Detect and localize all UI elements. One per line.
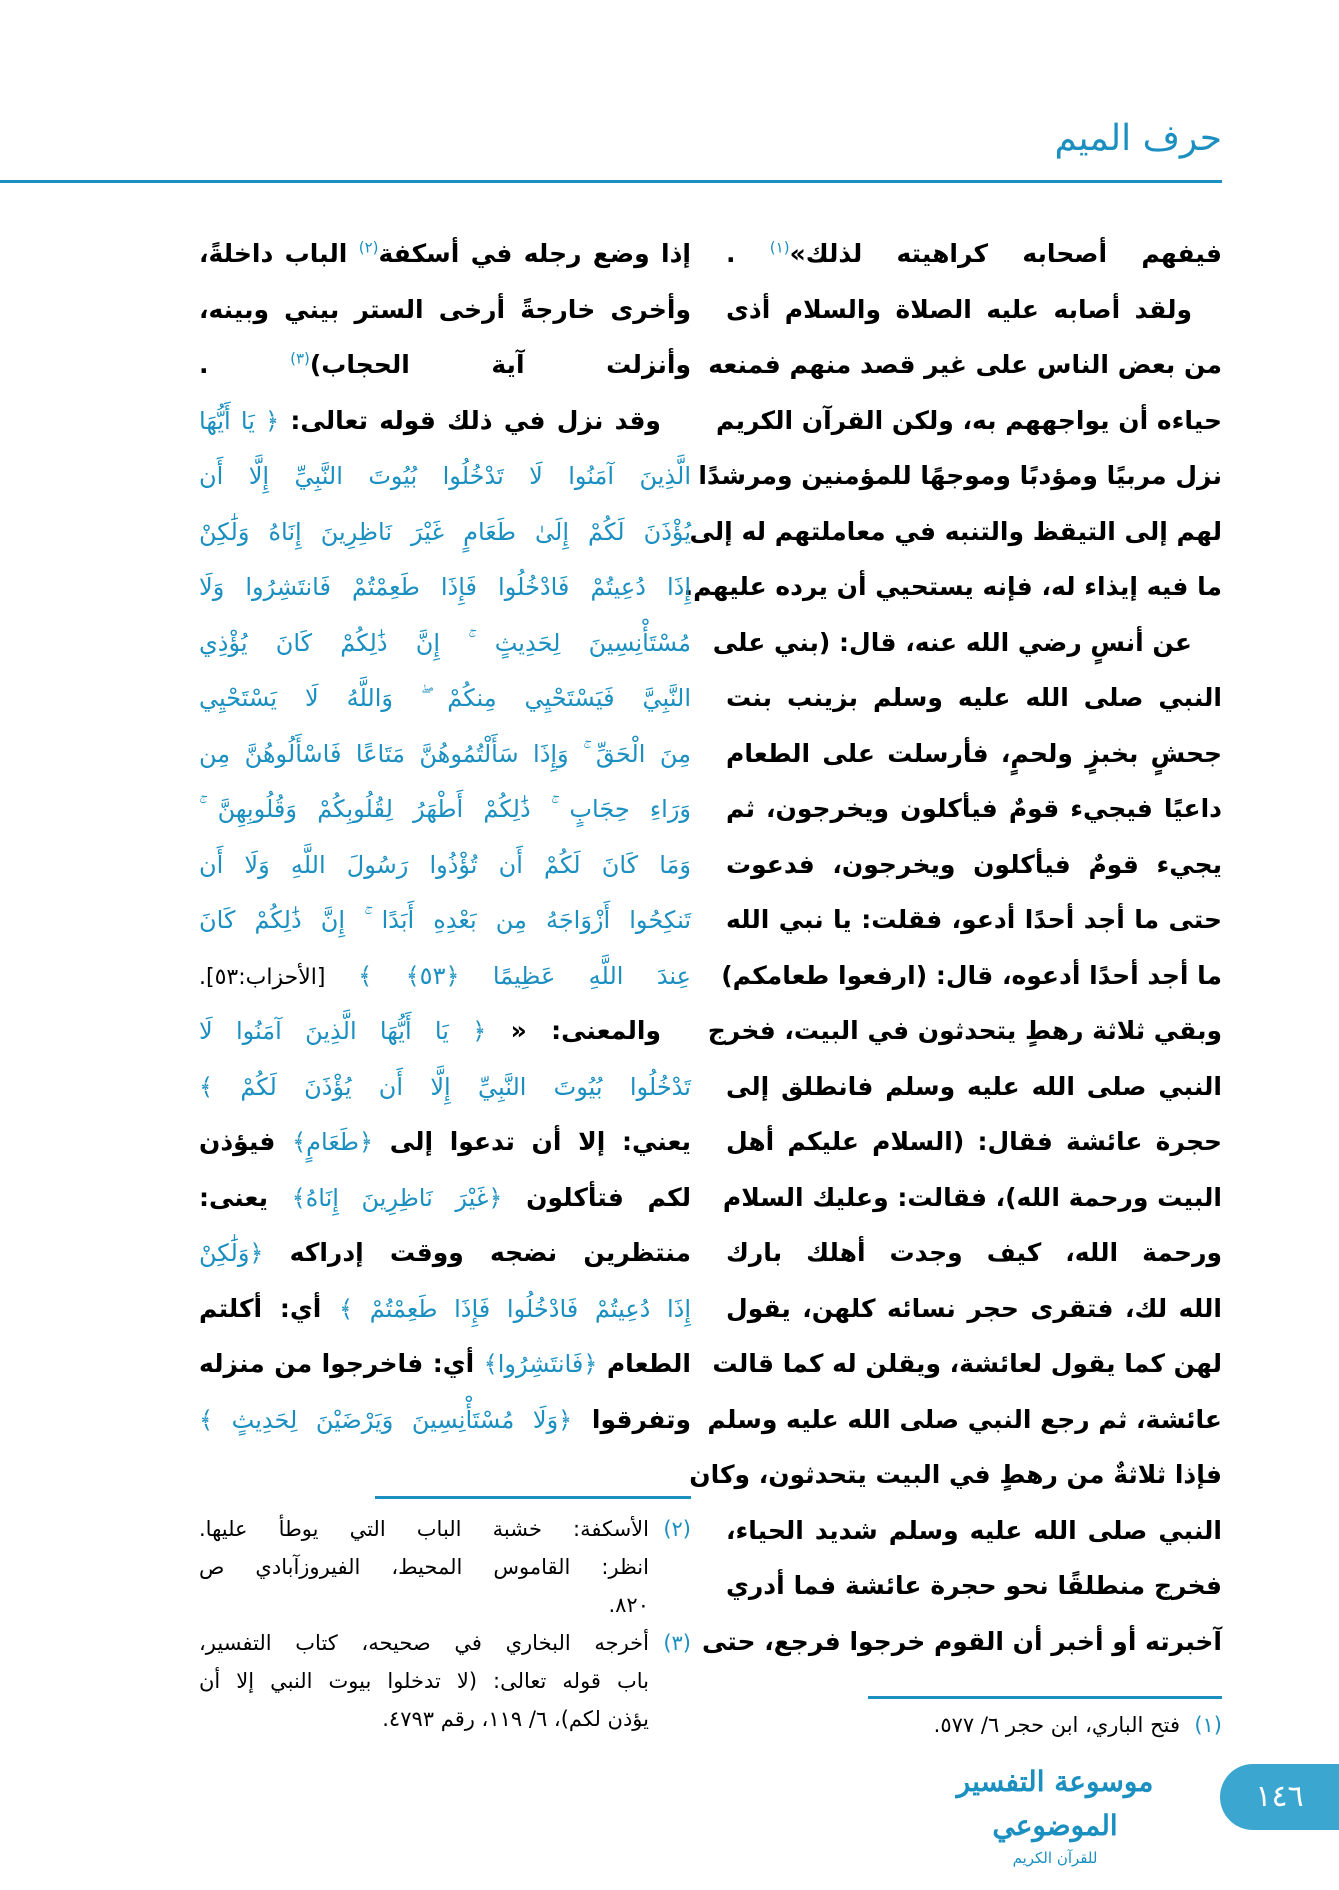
text-line	[199, 226, 691, 282]
text-line	[199, 1225, 691, 1281]
body-text: إذا وضع رجله في أسكفة	[378, 239, 692, 268]
text-line	[726, 1281, 1222, 1337]
text-line	[712, 615, 1222, 671]
body-text: حجرة عائشة فقال: (السلام عليكم أهل	[726, 1127, 1222, 1156]
body-text: الله لك، فتقرى حجر نسائه كلهن، يقول	[726, 1293, 1222, 1323]
quran-verse-text: إِذَا دُعِيتُمْ فَادْخُلُوا فَإِذَا طَعِمْتُمْ ﴾	[339, 1294, 691, 1323]
text-line	[726, 837, 1222, 893]
header-divider	[0, 180, 1222, 183]
text-line	[726, 781, 1222, 837]
footnote-line	[199, 1700, 691, 1738]
quran-verse-text: تَنكِحُوا أَزْوَاجَهُ مِن بَعْدِهِ أَبَدًا ۚ إِنَّ ذَٰلِكُمْ كَانَ	[199, 906, 691, 934]
text-line	[199, 1003, 691, 1059]
body-text: ورحمة الله، كيف وجدت أهلك بارك	[726, 1238, 1222, 1267]
quran-verse-text: وَمَا كَانَ لَكُمْ أَن تُؤْذُوا رَسُولَ اللَّهِ وَلَا أَن	[199, 850, 691, 879]
footnote-line	[199, 1510, 691, 1548]
footnote	[199, 1510, 691, 1624]
body-text: أي: أكلتم	[199, 1293, 340, 1323]
body-text: ولقد أصابه عليه الصلاة والسلام أذى	[726, 294, 1192, 324]
quran-verse-text: الَّذِينَ آمَنُوا لَا تَدْخُلُوا بُيُوتَ النَّبِيِّ إِلَّا أَن	[199, 462, 691, 490]
body-text: حتى ما أجد أحدًا أدعو، فقلت: يا نبي الله	[726, 905, 1222, 934]
text-line	[199, 1170, 691, 1226]
quran-verse-text: ﴿ يَا أَيُّهَا	[199, 406, 280, 435]
footnote-text: الأسكفة: خشبة الباب التي يوطأ عليها.	[199, 1517, 649, 1541]
quran-verse-text: تَدْخُلُوا بُيُوتَ النَّبِيِّ إِلَّا أَن يُؤْذَنَ لَكُمْ ﴾	[199, 1072, 691, 1101]
text-line	[689, 504, 1222, 560]
text-line	[199, 726, 691, 782]
text-line	[702, 1614, 1222, 1670]
footnotes-left	[199, 1510, 691, 1738]
body-text: من بعض الناس على غير قصد منهم فمنعه	[708, 350, 1222, 379]
quran-verse-text: النَّبِيَّ فَيَسْتَحْيِي مِنكُمْ ۖ وَاللَّهُ لَا يَسْتَحْيِي	[199, 684, 691, 712]
text-line	[199, 282, 691, 338]
quran-verse-text: مُسْتَأْنِسِينَ لِحَدِيثٍ ۚ إِنَّ ذَٰلِكُمْ كَانَ يُؤْذِي	[199, 628, 691, 657]
body-text: وقد نزل في ذلك قوله تعالى:	[279, 405, 661, 435]
text-line	[199, 1336, 691, 1392]
text-line	[726, 282, 1222, 338]
footnote-text: انظر: القاموس المحيط، الفيروزآبادي ص	[199, 1555, 649, 1579]
left-column	[199, 226, 691, 1447]
body-text: وبقي ثلاثة رهطٍ يتحدثون في البيت، فخرج	[707, 1016, 1222, 1045]
text-line	[199, 1392, 691, 1448]
text-line	[199, 781, 691, 837]
body-text: النبي صلى الله عليه وسلم شديد الحياء،	[726, 1515, 1222, 1545]
footnote-text: أخرجه البخاري في صحيحه، كتاب التفسير،	[199, 1631, 649, 1655]
text-line	[199, 837, 691, 893]
footnote-divider-right	[868, 1696, 1222, 1699]
text-line	[199, 1114, 691, 1170]
body-text: فيؤذن	[199, 1127, 293, 1156]
text-line	[726, 892, 1222, 948]
text-line	[199, 448, 691, 504]
text-line	[199, 948, 691, 1004]
footnote-number: (٢)	[663, 1517, 691, 1541]
text-line	[698, 448, 1222, 504]
text-line	[726, 670, 1222, 726]
text-line	[707, 1392, 1222, 1448]
footnote	[199, 1624, 691, 1738]
text-line	[199, 337, 691, 393]
body-text: عن أنسٍ رضي الله عنه، قال: (بني على	[712, 627, 1192, 657]
body-text: .	[199, 350, 291, 379]
text-line	[712, 1336, 1222, 1392]
page-number: ١٤٦	[1220, 1764, 1339, 1830]
quran-verse-text: ﴿طَعَامٍ﴾	[292, 1128, 374, 1156]
text-line	[199, 393, 691, 449]
right-column	[683, 226, 1223, 1669]
text-line	[722, 1170, 1222, 1226]
encyclopedia-logo	[930, 1760, 1180, 1868]
body-text: الطعام	[597, 1349, 691, 1378]
body-text: داعيًا فيجيء قومٌ فيأكلون ويخرجون، ثم	[726, 794, 1222, 823]
body-text: يعنى:	[199, 1182, 292, 1212]
footnote-marker: (١)	[769, 238, 790, 257]
footnote-number: (٣)	[663, 1631, 691, 1655]
text-line	[708, 337, 1222, 393]
text-line	[199, 892, 691, 948]
body-text: آخبرته أو أخبر أن القوم خرجوا فرجع، حتى	[702, 1626, 1222, 1656]
footnote-text: فتح الباري، ابن حجر ٦/ ٥٧٧.	[933, 1713, 1180, 1737]
text-line	[716, 393, 1222, 449]
footnote-number: (١)	[1194, 1713, 1222, 1737]
body-text: فخرج منطلقًا نحو حجرة عائشة فما أدري	[726, 1571, 1222, 1600]
text-line	[726, 726, 1222, 782]
quran-verse-text: يُؤْذَنَ لَكُمْ إِلَىٰ طَعَامٍ غَيْرَ نَاظِرِينَ إِنَاهُ وَلَٰكِنْ	[199, 517, 691, 546]
chapter-title: حرف الميم	[1054, 118, 1222, 159]
body-text: .	[726, 239, 770, 268]
quran-verse-text: ﴿ يَا أَيُّهَا الَّذِينَ آمَنُوا لَا	[199, 1017, 487, 1045]
body-text: الباب داخلةً،	[199, 239, 359, 268]
footnote-line	[199, 1662, 691, 1700]
quran-verse-text: وَرَاءِ حِجَابٍ ۚ ذَٰلِكُمْ أَطْهَرُ لِقُلُوبِكُمْ وَقُلُوبِهِنَّ ۚ	[199, 795, 691, 823]
footnote-line	[199, 1624, 691, 1662]
footnote-text: يؤذن لكم)، ٦/ ١١٩، رقم ٤٧٩٣.	[382, 1707, 649, 1731]
footnotes-right	[726, 1706, 1222, 1744]
footnote-text: باب قوله تعالى: (لا تدخلوا بيوت النبي إلا أن	[199, 1669, 649, 1693]
body-text: ما فيه إيذاء له، فإنه يستحيي أن يرده عليهم.	[683, 572, 1222, 601]
footnote-line	[199, 1548, 691, 1586]
text-line	[726, 1558, 1222, 1614]
quran-verse-text: إِذَا دُعِيتُمْ فَادْخُلُوا فَإِذَا طَعِمْتُمْ فَانتَشِرُوا وَلَا	[199, 573, 691, 601]
quran-verse-text: مِنَ الْحَقِّ ۚ وَإِذَا سَأَلْتُمُوهُنَّ مَتَاعًا فَاسْأَلُوهُنَّ مِن	[199, 739, 691, 768]
body-text: يعني: إلا أن تدعوا إلى	[373, 1127, 691, 1156]
quran-verse-text: ﴿وَلَا مُسْتَأْنِسِينَ وَيَرْضَيْنَ لِحَدِيثٍ ﴾	[199, 1405, 573, 1434]
body-text: وأخرى خارجةً أرخى الستر بيني وبينه،	[199, 294, 691, 324]
footnote-text: ٨٢٠.	[608, 1593, 649, 1617]
body-text: النبي صلى الله عليه وسلم فانطلق إلى	[726, 1071, 1222, 1101]
quran-verse-text: عِندَ اللَّهِ عَظِيمًا ﴿٥٣﴾ ﴾	[358, 961, 691, 990]
footnote-line	[726, 1706, 1222, 1744]
text-line	[199, 1059, 691, 1115]
body-text: لهن كما يقول لعائشة، ويقلن له كما قالت	[712, 1349, 1222, 1378]
footnote-marker: (٢)	[358, 238, 379, 257]
body-text: يجيء قومٌ فيأكلون ويخرجون، فدعوت	[726, 849, 1222, 879]
text-line	[199, 559, 691, 615]
body-text: حياءه أن يواجههم به، ولكن القرآن الكريم	[716, 405, 1222, 435]
body-text: نزل مربيًا ومؤدبًا وموجهًا للمؤمنين ومرشدًا	[698, 461, 1222, 490]
body-text: لهم إلى التيقظ والتنبه في معاملتهم له إلى	[689, 516, 1222, 546]
body-text: عائشة، ثم رجع النبي صلى الله عليه وسلم	[707, 1404, 1222, 1434]
text-line	[721, 948, 1222, 1004]
quran-verse-text: ﴿غَيْرَ نَاظِرِينَ إِنَاهُ﴾	[291, 1183, 503, 1212]
citation-text: [الأحزاب:٥٣].	[199, 964, 359, 990]
body-text: وتفرقوا	[572, 1404, 692, 1434]
quran-verse-text: ﴿فَانتَشِرُوا﴾	[483, 1350, 598, 1378]
footnote-line	[199, 1586, 691, 1624]
body-text: النبي صلى الله عليه وسلم بزينب بنت	[726, 683, 1222, 712]
body-text: وأنزلت آية الحجاب)	[309, 350, 691, 379]
text-line	[726, 1503, 1222, 1559]
footnote	[726, 1706, 1222, 1744]
body-text: أي: فاخرجوا من منزله	[199, 1349, 484, 1378]
text-line	[199, 1281, 691, 1337]
text-line	[199, 615, 691, 671]
body-text: البيت ورحمة الله)، فقالت: وعليك السلام	[722, 1182, 1222, 1212]
text-line	[726, 1059, 1222, 1115]
body-text: فإذا ثلاثةٌ من رهطٍ في البيت يتحدثون، وكان	[689, 1460, 1222, 1489]
body-text: جحشٍ بخبزٍ ولحمٍ، فأرسلت على الطعام	[726, 738, 1222, 768]
body-text: منتظرين نضجه ووقت إدراكه	[263, 1238, 691, 1267]
text-line	[199, 504, 691, 560]
text-line	[726, 226, 1222, 282]
body-text: والمعنى: «	[486, 1016, 662, 1045]
body-text: ما أجد أحدًا أدعوه، قال: (ارفعوا طعامكم)	[721, 960, 1222, 990]
body-text: فيفهم أصحابه كراهيته لذلك»	[789, 239, 1223, 268]
footnote-marker: (٣)	[290, 349, 310, 368]
footnote-divider-left	[375, 1496, 691, 1499]
logo-title: موسوعة التفسير الموضوعي	[956, 1765, 1154, 1842]
text-line	[707, 1003, 1222, 1059]
text-line	[199, 670, 691, 726]
text-line	[726, 1114, 1222, 1170]
quran-verse-text: ﴿وَلَٰكِنْ	[199, 1239, 264, 1267]
text-line	[689, 1447, 1222, 1503]
logo-subtitle: للقرآن الكريم	[1012, 1849, 1098, 1867]
text-line	[683, 559, 1222, 615]
text-line	[726, 1225, 1222, 1281]
body-text: لكم فتأكلون	[502, 1182, 692, 1212]
